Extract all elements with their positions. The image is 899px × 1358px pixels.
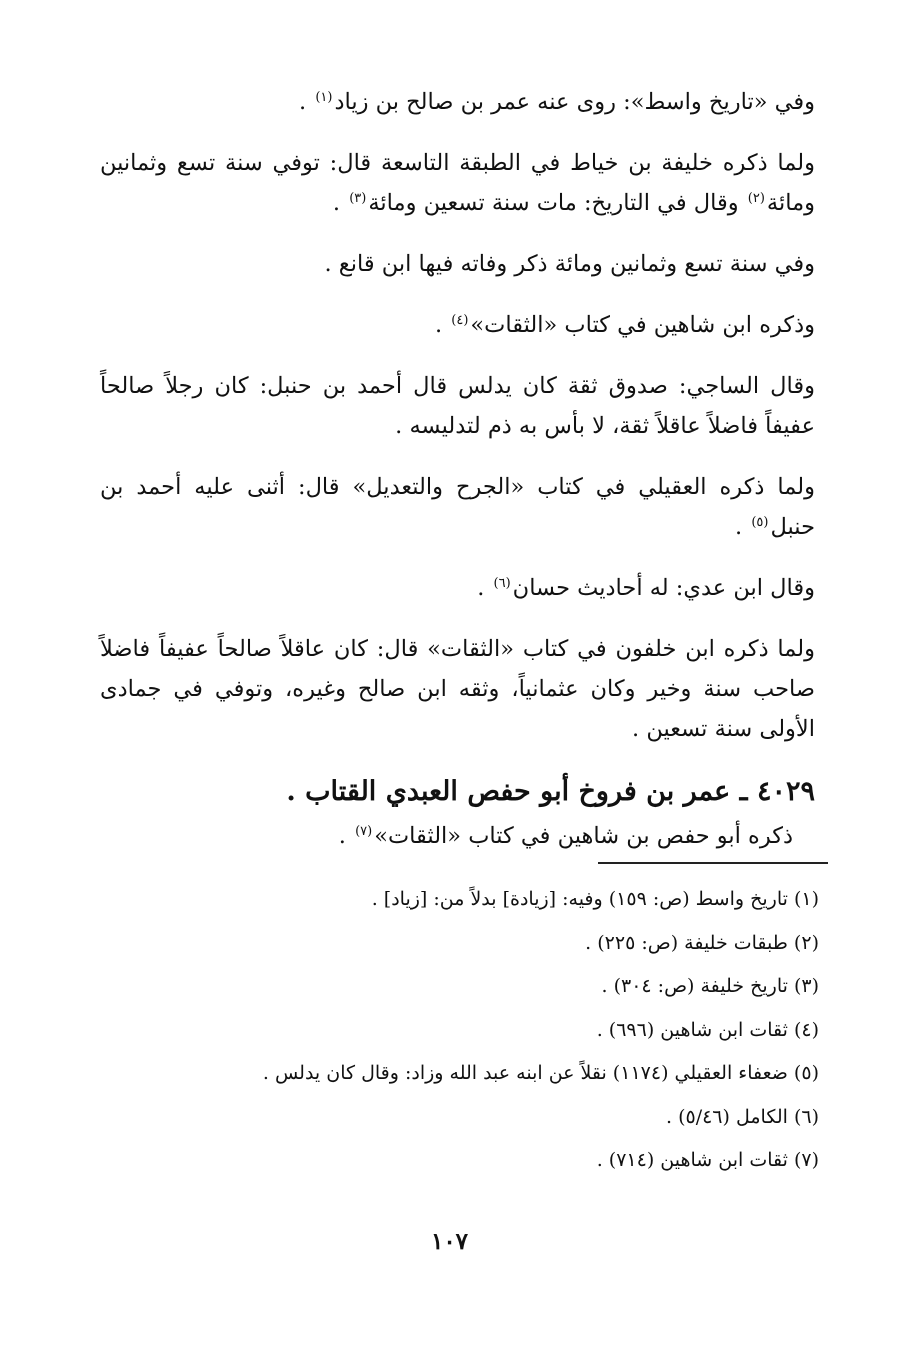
footnote: (٦) الكامل (٥/٤٦) . bbox=[666, 1105, 819, 1128]
footnote-ref-5: (٥) bbox=[751, 514, 769, 530]
paragraph-1-text: وفي «تاريخ واسط»: روى عنه عمر بن صالح بن زياد bbox=[334, 89, 815, 115]
paragraph-4-text: وذكره ابن شاهين في كتاب «الثقات» bbox=[470, 312, 815, 338]
paragraph-3 bbox=[100, 244, 815, 284]
paragraph-1 bbox=[100, 82, 815, 122]
paragraph-7-text: وقال ابن عدي: له أحاديث حسان bbox=[512, 575, 815, 601]
paragraph-4-end: . bbox=[434, 312, 450, 338]
footnote-ref-3: (٣) bbox=[349, 190, 367, 206]
paragraph-2-text-1: ولما ذكره خليفة بن خياط في الطبقة التاسعة قال: توفي سنة تسع وثمانين ومائة bbox=[100, 150, 815, 216]
footnote: (٥) ضعفاء العقيلي (١١٧٤) نقلاً عن ابنه عبد الله وزاد: وقال كان يدلس . bbox=[262, 1062, 819, 1084]
entry-text: ذكره أبو حفص بن شاهين في كتاب «الثقات» bbox=[374, 823, 793, 849]
paragraph-6-text: ولما ذكره العقيلي في كتاب «الجرح والتعديل» قال: أثنى عليه أحمد بن حنبل bbox=[100, 474, 815, 540]
entry-heading: ٤٠٢٩ ـ عمر بن فروخ أبو حفص العبدي القتاب . bbox=[286, 776, 815, 807]
paragraph-5-text: وقال الساجي: صدوق ثقة كان يدلس قال أحمد بن حنبل: كان رجلاً صالحاً عفيفاً فاضلاً عاقلاً ثقة، لا بأس به ذم لتدليسه . bbox=[100, 373, 815, 439]
paragraph-6 bbox=[100, 467, 815, 547]
footnote: (١) تاريخ واسط (ص: ١٥٩) وفيه: [زيادة] بدلاً من: [زياد] . bbox=[371, 888, 819, 910]
footnote-ref-4: (٤) bbox=[451, 312, 469, 328]
paragraph-6-end: . bbox=[735, 514, 750, 540]
footnote-ref-6: (٦) bbox=[493, 575, 511, 591]
paragraph-7-end: . bbox=[477, 575, 492, 601]
page-number: ١٠٧ bbox=[430, 1228, 469, 1255]
paragraph-8 bbox=[100, 629, 815, 749]
footnotes bbox=[104, 878, 819, 1183]
footnote-ref-7: (٧) bbox=[355, 823, 373, 839]
paragraph-1-end: . bbox=[299, 89, 314, 115]
main-text bbox=[100, 82, 815, 856]
footnote: (٢) طبقات خليفة (ص: ٢٢٥) . bbox=[585, 931, 819, 954]
paragraph-2 bbox=[100, 143, 815, 223]
footnote-ref-1: (١) bbox=[315, 89, 333, 105]
entry-paragraph bbox=[100, 816, 815, 856]
paragraph-2-text-2: وقال في التاريخ: مات سنة تسعين ومائة bbox=[368, 190, 746, 216]
paragraph-4 bbox=[100, 305, 815, 345]
paragraph-8-text: ولما ذكره ابن خلفون في كتاب «الثقات» قال: كان عاقلاً صالحاً عفيفاً فاضلاً صاحب سنة وخير وكان عثمانياً، وثقه ابن صالح وغيره، وتوفي في جمادى الأولى سنة تسعين . bbox=[100, 636, 815, 742]
footnote-ref-2: (٢) bbox=[747, 190, 765, 206]
paragraph-5 bbox=[100, 366, 815, 446]
paragraph-2-end: . bbox=[332, 190, 348, 216]
paragraph-7 bbox=[100, 568, 815, 608]
entry-end: . bbox=[338, 823, 354, 849]
footnote: (٧) ثقات ابن شاهين (٧١٤) . bbox=[596, 1149, 819, 1171]
footnote-separator bbox=[598, 862, 828, 864]
footnote: (٤) ثقات ابن شاهين (٦٩٦) . bbox=[596, 1018, 819, 1041]
paragraph-3-text: وفي سنة تسع وثمانين ومائة ذكر وفاته فيها ابن قانع . bbox=[324, 251, 815, 277]
footnote: (٣) تاريخ خليفة (ص: ٣٠٤) . bbox=[601, 975, 819, 997]
